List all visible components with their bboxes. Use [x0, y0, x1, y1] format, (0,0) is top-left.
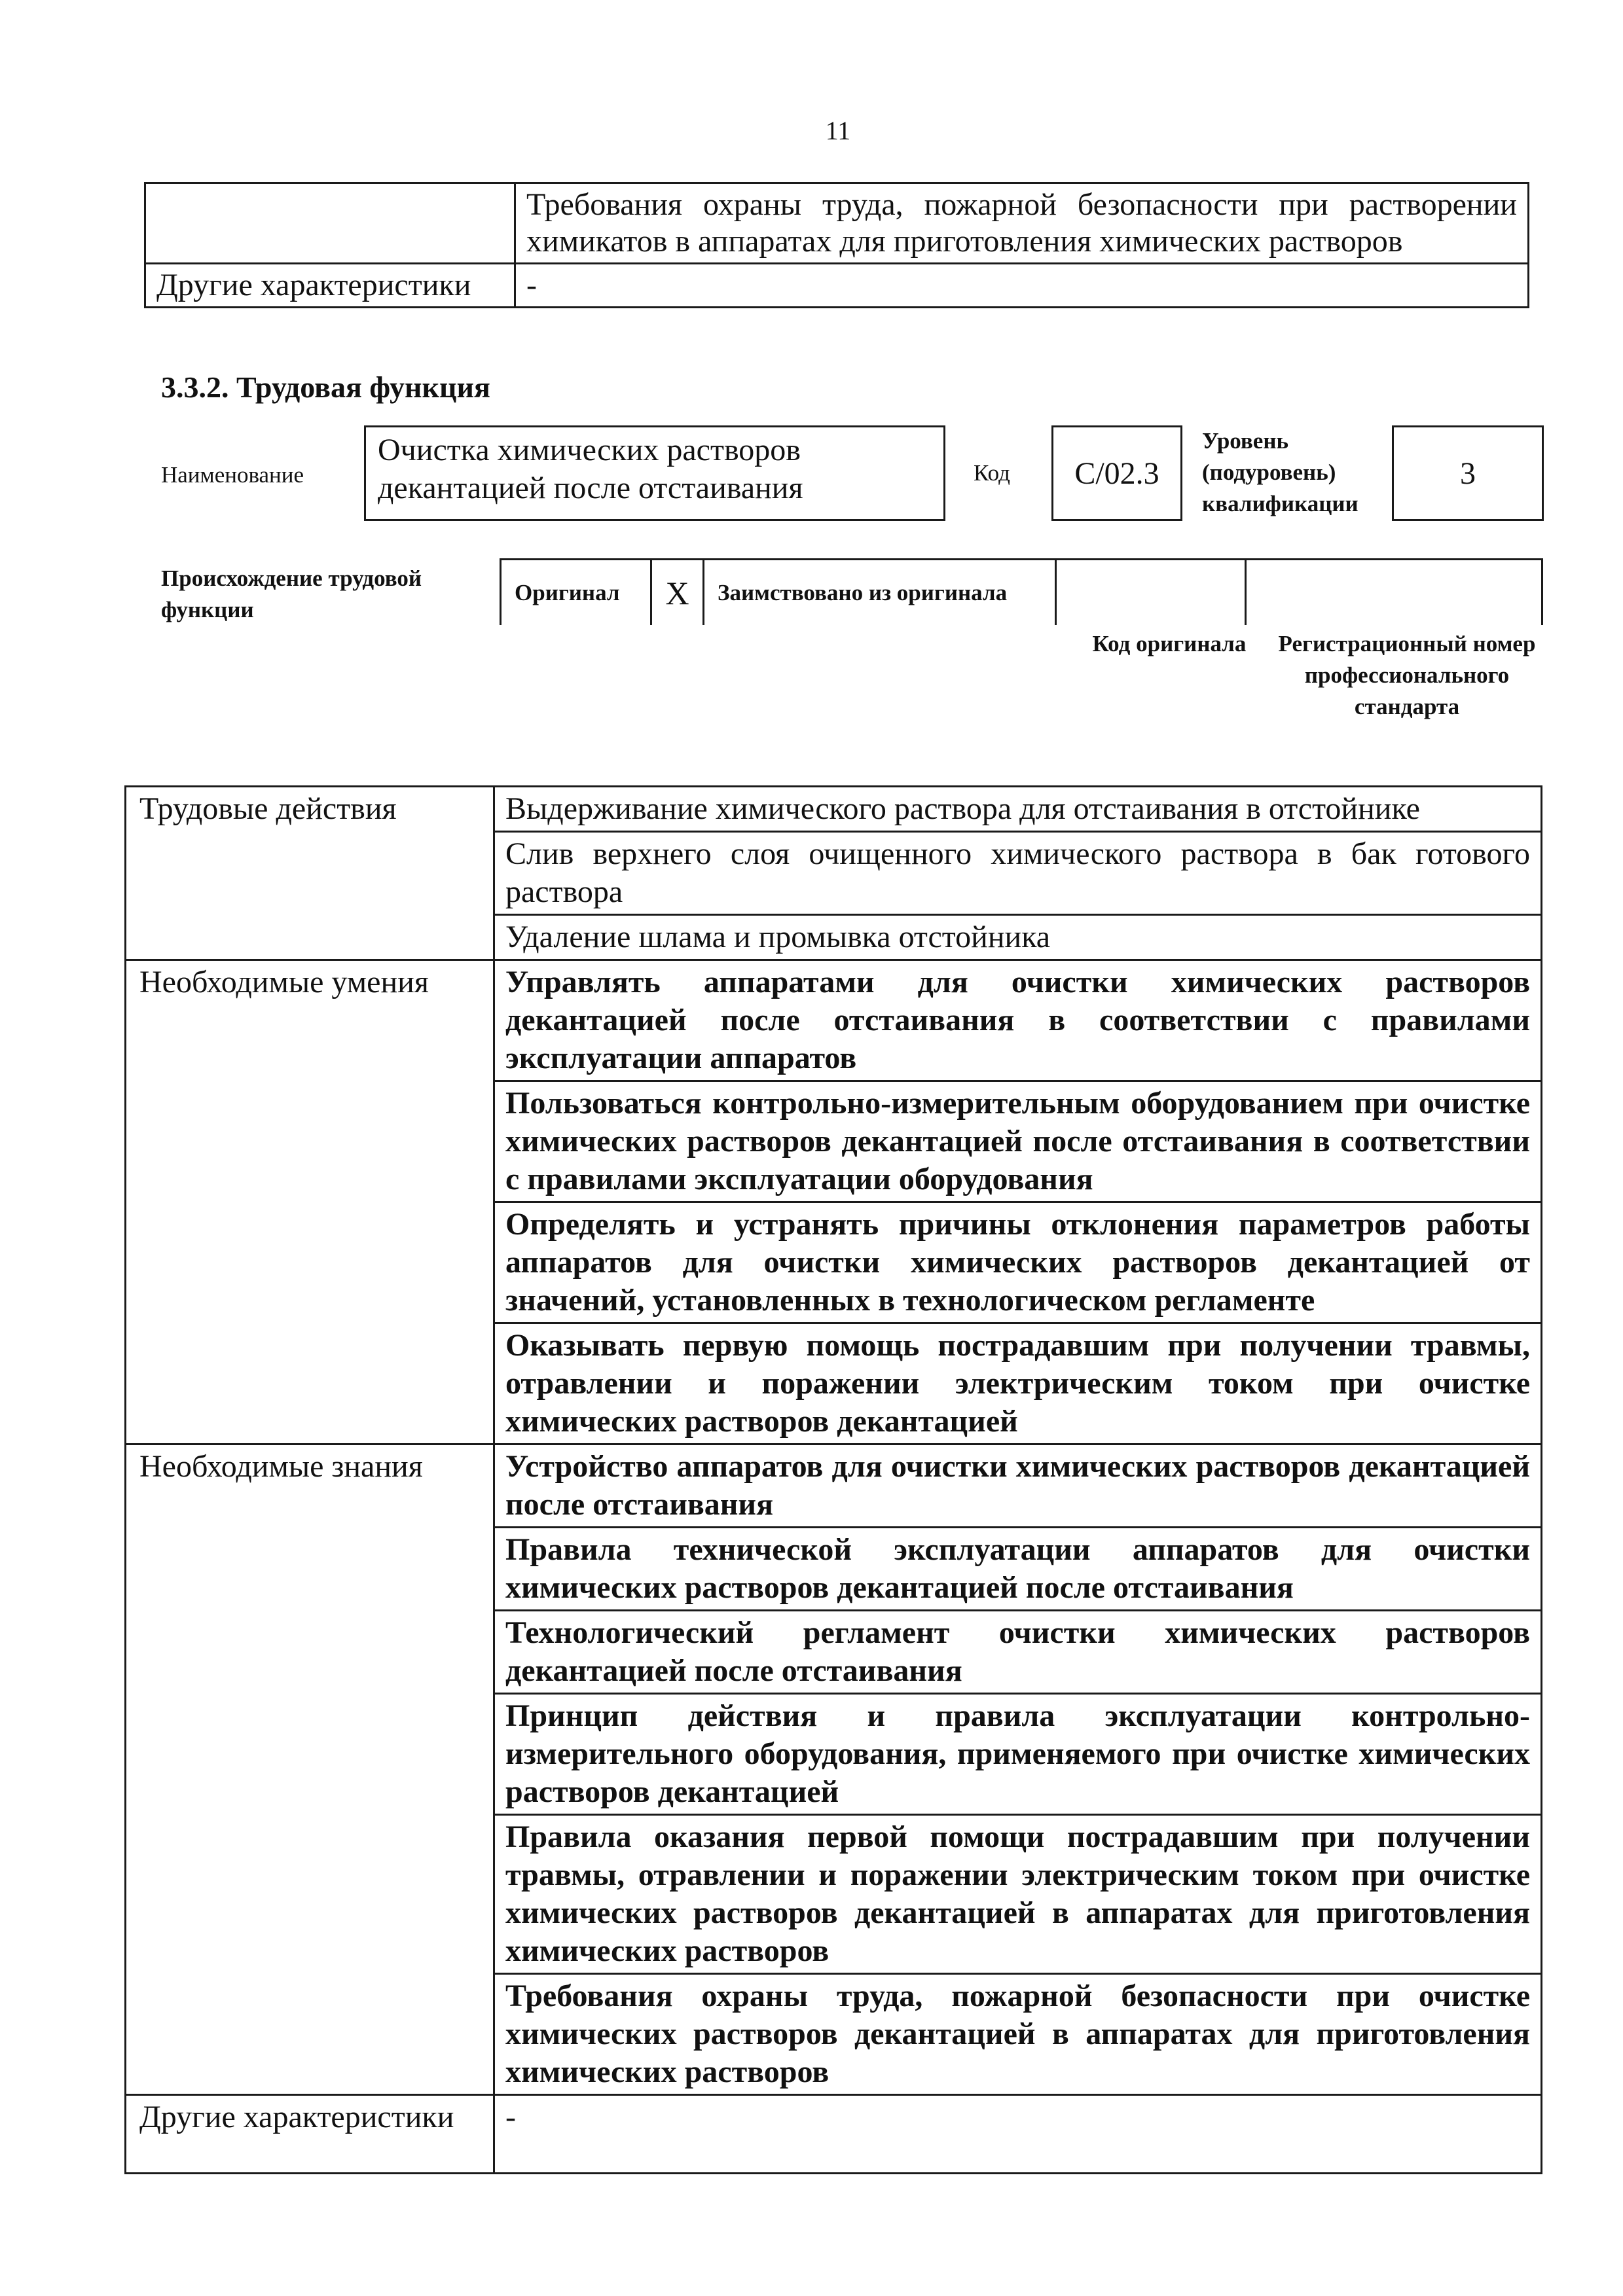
knowledge-item: Технологический регламент очистки химических растворов декантацией после отстаивания [494, 1611, 1542, 1694]
registration-number-cell [1246, 560, 1542, 626]
table-row [126, 2095, 1542, 2174]
labor-actions-label: Трудовые действия [126, 787, 494, 960]
table-row [126, 1444, 1542, 1528]
other-characteristics-value: - [494, 2095, 1542, 2174]
knowledge-item: Требования охраны труда, пожарной безопасности при растворении химикатов в аппаратах для приготовления химических растворов [515, 183, 1529, 264]
skill-item: Оказывать первую помощь пострадавшим при получении травмы, отравлении и поражении электрическим током при очистке химических растворов декантацией [494, 1323, 1542, 1444]
labor-action-item: Слив верхнего слоя очищенного химического раствора в бак готового раствора [494, 832, 1542, 915]
borrowed-label-cell: Заимствовано из оригинала [704, 560, 1056, 626]
other-characteristics-label: Другие характеристики [126, 2095, 494, 2174]
previous-function-table-tail [144, 182, 1529, 308]
name-label: Наименование [161, 462, 304, 488]
other-characteristics-label: Другие характеристики [145, 264, 515, 308]
knowledge-item: Правила технической эксплуатации аппаратов для очистки химических растворов декантацией после отстаивания [494, 1528, 1542, 1611]
original-mark-cell: X [651, 560, 704, 626]
skill-item: Определять и устранять причины отклонения параметров работы аппаратов для очистки химических растворов декантацией от значений, установленных в технологическом регламенте [494, 1202, 1542, 1323]
origin-table [500, 558, 1543, 625]
original-code-cell [1056, 560, 1246, 626]
origin-label: Происхождение трудовой функции [161, 565, 422, 622]
knowledge-item: Правила оказания первой помощи пострадавшим при получении травмы, отравлении и поражении электрическим током при очистке химических растворов декантацией в аппаратах для приготовления химических растворов [494, 1815, 1542, 1974]
code-label: Код [974, 460, 1010, 486]
other-characteristics-value: - [515, 264, 1529, 308]
skill-item: Пользоваться контрольно-измерительным оборудованием при очистке химических растворов декантацией после отстаивания в соответствии с правилами эксплуатации оборудования [494, 1081, 1542, 1202]
table-row [145, 183, 1529, 264]
function-name-box: Очистка химических растворов декантацией после отстаивания [364, 425, 945, 521]
table-row [145, 264, 1529, 308]
function-code-box: C/02.3 [1051, 425, 1182, 521]
knowledge-item: Принцип действия и правила эксплуатации контрольно-измерительного оборудования, применяемого при очистке химических растворов декантацией [494, 1694, 1542, 1815]
original-code-caption: Код оригинала [1092, 631, 1247, 656]
skill-item: Управлять аппаратами для очистки химических растворов декантацией после отстаивания в соответствии с правилами эксплуатации аппаратов [494, 960, 1542, 1081]
original-label-cell: Оригинал [501, 560, 651, 626]
page-number: 11 [825, 116, 851, 145]
qualification-level-box: 3 [1392, 425, 1544, 521]
section-heading: 3.3.2. Трудовая функция [161, 370, 490, 404]
qualification-level-label: Уровень (подуровень) квалификации [1202, 428, 1359, 516]
function-details-table [124, 785, 1542, 2174]
table-row [501, 560, 1542, 626]
table-row [126, 960, 1542, 1081]
registration-number-caption: Регистрационный номер профессионального стандарта [1278, 631, 1536, 719]
knowledge-item: Устройство аппаратов для очистки химических растворов декантацией после отстаивания [494, 1444, 1542, 1528]
labor-action-item: Удаление шлама и промывка отстойника [494, 915, 1542, 960]
required-knowledge-label: Необходимые знания [126, 1444, 494, 2095]
empty-category-cell [145, 183, 515, 264]
table-row [126, 787, 1542, 832]
required-skills-label: Необходимые умения [126, 960, 494, 1444]
labor-action-item: Выдерживание химического раствора для отстаивания в отстойнике [494, 787, 1542, 832]
knowledge-item: Требования охраны труда, пожарной безопасности при очистке химических растворов декантацией в аппаратах для приготовления химических растворов [494, 1974, 1542, 2095]
